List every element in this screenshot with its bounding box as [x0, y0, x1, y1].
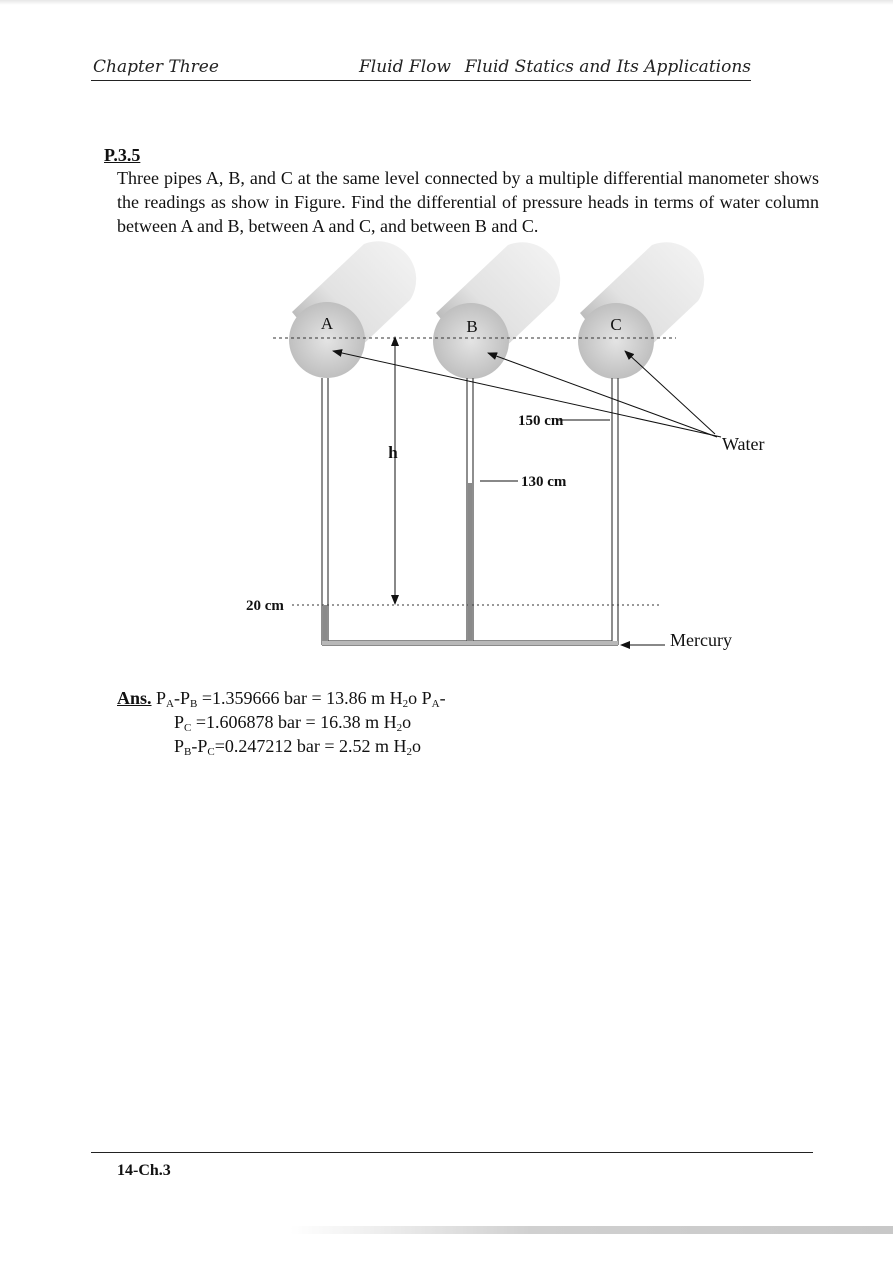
- mercury-column-a: [323, 605, 327, 641]
- answer-subscript: C: [207, 746, 215, 758]
- pipe-b-end: [433, 303, 509, 379]
- answer-symbol: P: [197, 736, 208, 756]
- answer-symbol: P: [179, 688, 190, 708]
- answer-line-1: [117, 686, 446, 710]
- answer-symbol: P: [174, 736, 185, 756]
- page-number: 14-Ch.3: [117, 1162, 171, 1179]
- header-subject: Fluid Flow: [359, 57, 451, 77]
- pipe-a: [289, 241, 416, 378]
- pipe-b-label: B: [466, 317, 478, 336]
- answer-subscript: B: [190, 698, 198, 710]
- height-dimension: [391, 336, 399, 605]
- problem-number: P.3.5: [104, 145, 141, 165]
- footer-rule: [91, 1152, 813, 1153]
- pipe-a-label: A: [320, 314, 334, 333]
- header-topic: Fluid Statics and Its Applications: [464, 57, 751, 77]
- mercury-column-b: [468, 483, 472, 641]
- answer-symbol: P: [174, 712, 185, 732]
- answer-subscript: C: [184, 722, 192, 734]
- header-chapter: Chapter Three: [93, 57, 219, 77]
- answer-dash: -: [191, 736, 198, 756]
- water-label: Water: [722, 434, 765, 454]
- answer-symbol: P: [156, 688, 167, 708]
- answer-subscript: B: [184, 746, 192, 758]
- reading-20-label: 20 cm: [246, 598, 284, 614]
- scan-bottom-edge: [290, 1226, 893, 1234]
- answer-line-2: [174, 710, 411, 734]
- answer-label: Ans.: [117, 688, 152, 708]
- reading-130-label: 130 cm: [521, 474, 567, 490]
- reading-150-label: 150 cm: [518, 413, 564, 429]
- answer-subscript: 2: [406, 746, 413, 758]
- answer-unit: o: [412, 736, 422, 756]
- answer-subscript: 2: [396, 722, 403, 734]
- mercury-label: Mercury: [670, 630, 732, 650]
- pipe-b: [433, 242, 560, 379]
- height-label: h: [388, 443, 398, 462]
- pipe-c: [578, 242, 704, 379]
- answer-line-3: [174, 734, 421, 758]
- answer-subscript: A: [431, 698, 440, 710]
- problem-statement: Three pipes A, B, and C at the same level connected by a multiple differential manometer shows the readings as show in Figure. Find the differential of pressure heads in terms of water column between A and B, between A and C, and between B and C.: [117, 168, 819, 236]
- pipe-c-label: C: [610, 315, 622, 334]
- answer-unit: o P: [408, 688, 432, 708]
- answer-value: =1.606878 bar = 16.38 m H: [191, 712, 397, 732]
- answer-subscript: 2: [402, 698, 409, 710]
- answer-dash: -: [173, 688, 180, 708]
- answer-value: =0.247212 bar = 2.52 m H: [214, 736, 407, 756]
- mercury-bottom-tube: [322, 641, 618, 645]
- answer-value: =1.359666 bar = 13.86 m H: [197, 688, 403, 708]
- answer-subscript: A: [166, 698, 174, 710]
- mercury-arrowhead: [620, 641, 630, 649]
- answer-dash: -: [439, 688, 446, 708]
- answer-unit: o: [402, 712, 412, 732]
